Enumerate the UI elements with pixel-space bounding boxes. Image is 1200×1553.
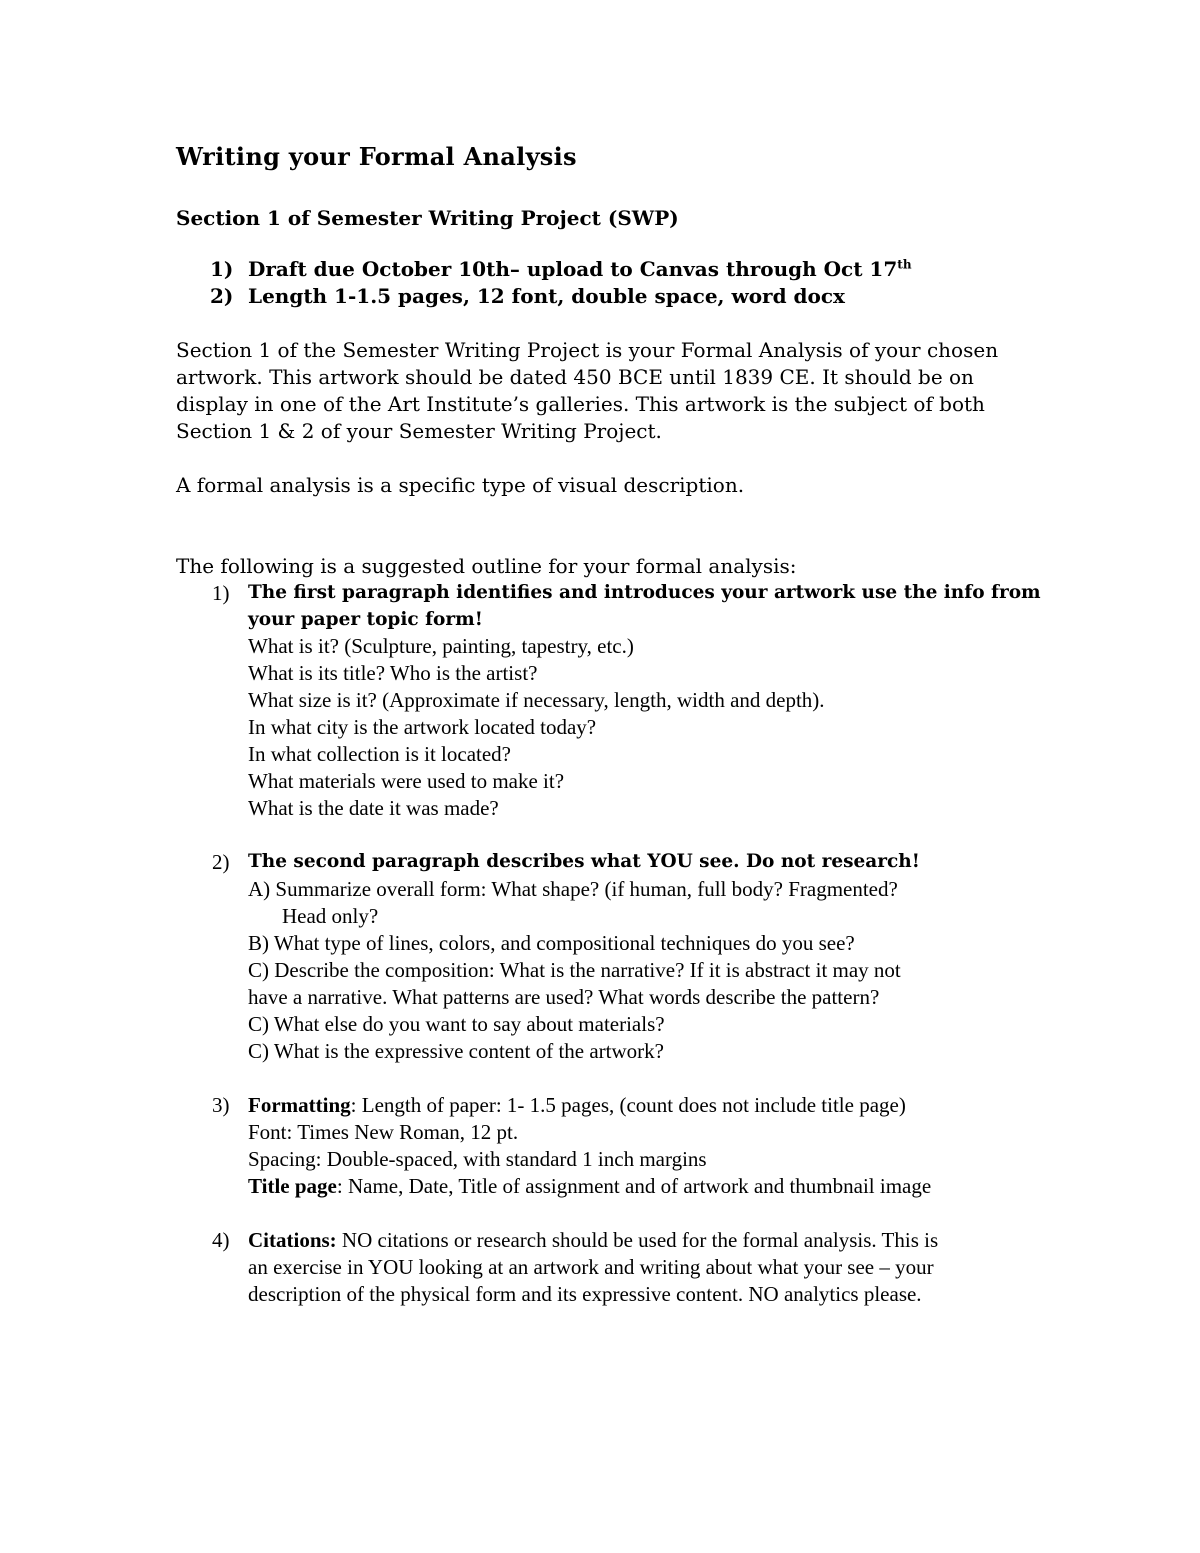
outline-item2-line: B) What type of lines, colors, and compositional techniques do you see?: [248, 931, 855, 955]
outline-item2-line: A) Summarize overall form: What shape? (if human, full body? Fragmented?: [248, 877, 898, 901]
outline-number: 2): [212, 850, 230, 874]
intro-line: Section 1 & 2 of your Semester Writing Project.: [176, 419, 662, 443]
question-line: What materials were used to make it?: [248, 769, 565, 793]
outline-item2-line: have a narrative. What patterns are used? What words describe the pattern?: [248, 985, 880, 1009]
question-line: What is it? (Sculpture, painting, tapestry, etc.): [248, 634, 634, 658]
document-title: Writing your Formal Analysis: [176, 142, 577, 171]
intro-line: display in one of the Art Institute’s galleries. This artwork is the subject of both: [176, 392, 985, 416]
formatting-title-page-line: Title page: Name, Date, Title of assignment and of artwork and thumbnail image: [248, 1174, 932, 1198]
outline-number: 4): [212, 1228, 230, 1252]
requirement-number: 1): [210, 257, 234, 281]
outline-item2-line: Head only?: [282, 904, 379, 928]
outline-number: 1): [212, 581, 230, 605]
requirement-item-draft: Draft due October 10th– upload to Canvas through Oct 17th: [248, 257, 912, 281]
outline-item2-line: C) Describe the composition: What is the narrative? If it is abstract it may not: [248, 958, 901, 982]
intro-line: Section 1 of the Semester Writing Project is your Formal Analysis of your chosen: [176, 338, 999, 362]
outline-item2-line: C) What else do you want to say about materials?: [248, 1012, 665, 1036]
question-line: In what city is the artwork located today?: [248, 715, 597, 739]
question-line: What is its title? Who is the artist?: [248, 661, 538, 685]
requirement-number: 2): [210, 284, 234, 308]
formatting-font-line: Font: Times New Roman, 12 pt.: [248, 1120, 519, 1144]
question-line: In what collection is it located?: [248, 742, 511, 766]
citations-line: an exercise in YOU looking at an artwork and writing about what your see – your: [248, 1255, 934, 1279]
outline-number: 3): [212, 1093, 230, 1117]
requirement-item-length: Length 1-1.5 pages, 12 font, double space, word docx: [248, 284, 845, 308]
intro-line: artwork. This artwork should be dated 450 BCE until 1839 CE. It should be on: [176, 365, 974, 389]
outline-heading: The following is a suggested outline for your formal analysis:: [176, 554, 797, 578]
definition-line: A formal analysis is a specific type of visual description.: [176, 473, 745, 497]
outline-item1-heading: The first paragraph identifies and introduces your artwork use the info from: [248, 582, 1041, 603]
citations-line: description of the physical form and its expressive content. NO analytics please.: [248, 1282, 922, 1306]
section-heading: Section 1 of Semester Writing Project (SWP): [176, 206, 679, 230]
formatting-spacing-line: Spacing: Double-spaced, with standard 1 inch margins: [248, 1147, 707, 1171]
outline-item2-line: C) What is the expressive content of the artwork?: [248, 1039, 664, 1063]
outline-item2-heading: The second paragraph describes what YOU see. Do not research!: [248, 851, 920, 872]
formatting-line: Formatting: Length of paper: 1- 1.5 pages, (count does not include title page): [248, 1093, 906, 1117]
question-line: What is the date it was made?: [248, 796, 499, 820]
outline-item1-heading: your paper topic form!: [248, 609, 483, 630]
question-line: What size is it? (Approximate if necessary, length, width and depth).: [248, 688, 825, 712]
citations-line: Citations: NO citations or research should be used for the formal analysis. This is: [248, 1228, 939, 1252]
